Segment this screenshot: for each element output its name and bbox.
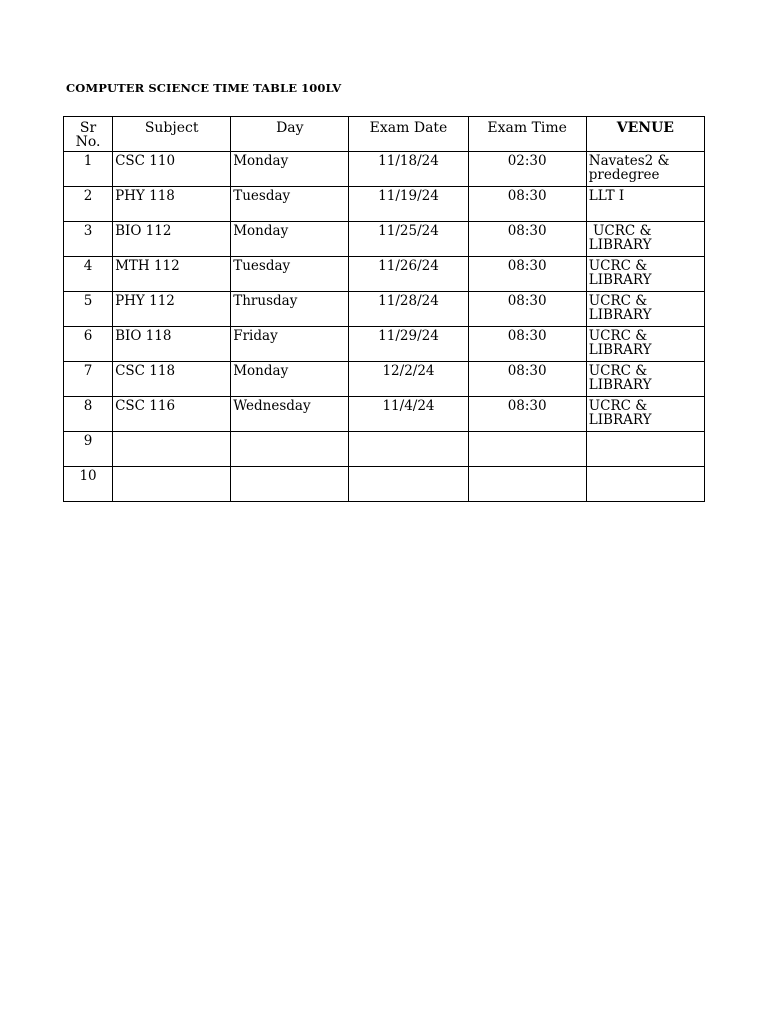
sr-cell: 5 <box>64 292 113 327</box>
header-row <box>64 117 705 152</box>
header-sr-no <box>64 117 113 152</box>
day-cell: Wednesday <box>231 397 349 432</box>
exam-time-cell: 08:30 <box>468 362 586 397</box>
venue-cell <box>586 292 704 327</box>
venue-line-1: UCRC & <box>588 258 648 274</box>
table-row <box>64 187 705 222</box>
day-cell: Monday <box>231 362 349 397</box>
table-row <box>64 257 705 292</box>
sr-cell: 6 <box>64 327 113 362</box>
venue-line-1: UCRC & <box>588 363 648 379</box>
sr-cell: 10 <box>64 467 113 502</box>
sr-cell: 3 <box>64 222 113 257</box>
table-row <box>64 467 705 502</box>
exam-time-cell: 08:30 <box>468 187 586 222</box>
exam-date-cell: 11/29/24 <box>349 327 468 362</box>
venue-line-2: LIBRARY <box>588 307 652 323</box>
venue-line-2: LIBRARY <box>588 237 652 253</box>
venue-line-2: LIBRARY <box>588 342 652 358</box>
header-exam-date: Exam Date <box>349 117 468 152</box>
sr-cell: 7 <box>64 362 113 397</box>
timetable-body <box>64 152 705 502</box>
venue-line-1: UCRC & <box>588 223 652 239</box>
exam-time-cell: 08:30 <box>468 292 586 327</box>
venue-line-1: LLT I <box>588 188 625 204</box>
venue-cell <box>586 362 704 397</box>
header-sr-line2: No. <box>75 134 101 150</box>
venue-line-2: LIBRARY <box>588 412 652 428</box>
exam-date-cell: 11/28/24 <box>349 292 468 327</box>
subject-cell: CSC 110 <box>113 152 231 187</box>
venue-cell <box>586 152 704 187</box>
table-row <box>64 432 705 467</box>
venue-line-2: predegree <box>588 167 660 183</box>
venue-line-1: Navates2 & <box>588 153 670 169</box>
subject-cell: MTH 112 <box>113 257 231 292</box>
exam-time-cell: 08:30 <box>468 327 586 362</box>
subject-cell: CSC 118 <box>113 362 231 397</box>
venue-cell <box>586 327 704 362</box>
header-exam-time: Exam Time <box>468 117 586 152</box>
exam-date-cell: 11/19/24 <box>349 187 468 222</box>
exam-time-cell <box>468 467 586 502</box>
exam-time-cell <box>468 432 586 467</box>
exam-date-cell: 11/4/24 <box>349 397 468 432</box>
subject-cell: BIO 118 <box>113 327 231 362</box>
subject-cell: PHY 112 <box>113 292 231 327</box>
venue-line-2: LIBRARY <box>588 377 652 393</box>
day-cell: Friday <box>231 327 349 362</box>
venue-line-1: UCRC & <box>588 293 648 309</box>
venue-line-1: UCRC & <box>588 328 648 344</box>
day-cell <box>231 467 349 502</box>
exam-time-cell: 02:30 <box>468 152 586 187</box>
sr-cell: 8 <box>64 397 113 432</box>
day-cell: Monday <box>231 222 349 257</box>
subject-cell <box>113 467 231 502</box>
exam-date-cell: 11/26/24 <box>349 257 468 292</box>
table-row <box>64 362 705 397</box>
day-cell: Monday <box>231 152 349 187</box>
document-title: COMPUTER SCIENCE TIME TABLE 100LV <box>66 81 342 95</box>
table-row <box>64 152 705 187</box>
sr-cell: 4 <box>64 257 113 292</box>
venue-cell <box>586 397 704 432</box>
subject-cell: BIO 112 <box>113 222 231 257</box>
venue-cell <box>586 187 704 222</box>
venue-cell <box>586 467 704 502</box>
header-sr-line1: Sr <box>79 120 97 136</box>
exam-time-cell: 08:30 <box>468 257 586 292</box>
header-subject: Subject <box>113 117 231 152</box>
exam-date-cell: 11/25/24 <box>349 222 468 257</box>
exam-time-cell: 08:30 <box>468 397 586 432</box>
sr-cell: 2 <box>64 187 113 222</box>
timetable <box>63 116 705 502</box>
header-day: Day <box>231 117 349 152</box>
subject-cell: CSC 116 <box>113 397 231 432</box>
venue-line-1: UCRC & <box>588 398 648 414</box>
exam-date-cell <box>349 432 468 467</box>
subject-cell <box>113 432 231 467</box>
sr-cell: 9 <box>64 432 113 467</box>
table-row <box>64 292 705 327</box>
day-cell: Thrusday <box>231 292 349 327</box>
sr-cell: 1 <box>64 152 113 187</box>
day-cell: Tuesday <box>231 257 349 292</box>
exam-date-cell: 12/2/24 <box>349 362 468 397</box>
subject-cell: PHY 118 <box>113 187 231 222</box>
venue-line-2: LIBRARY <box>588 272 652 288</box>
table-row <box>64 327 705 362</box>
exam-time-cell: 08:30 <box>468 222 586 257</box>
header-venue: VENUE <box>586 117 704 152</box>
venue-cell <box>586 222 704 257</box>
table-row <box>64 397 705 432</box>
exam-date-cell: 11/18/24 <box>349 152 468 187</box>
day-cell: Tuesday <box>231 187 349 222</box>
venue-cell <box>586 432 704 467</box>
day-cell <box>231 432 349 467</box>
table-row <box>64 222 705 257</box>
exam-date-cell <box>349 467 468 502</box>
venue-cell <box>586 257 704 292</box>
